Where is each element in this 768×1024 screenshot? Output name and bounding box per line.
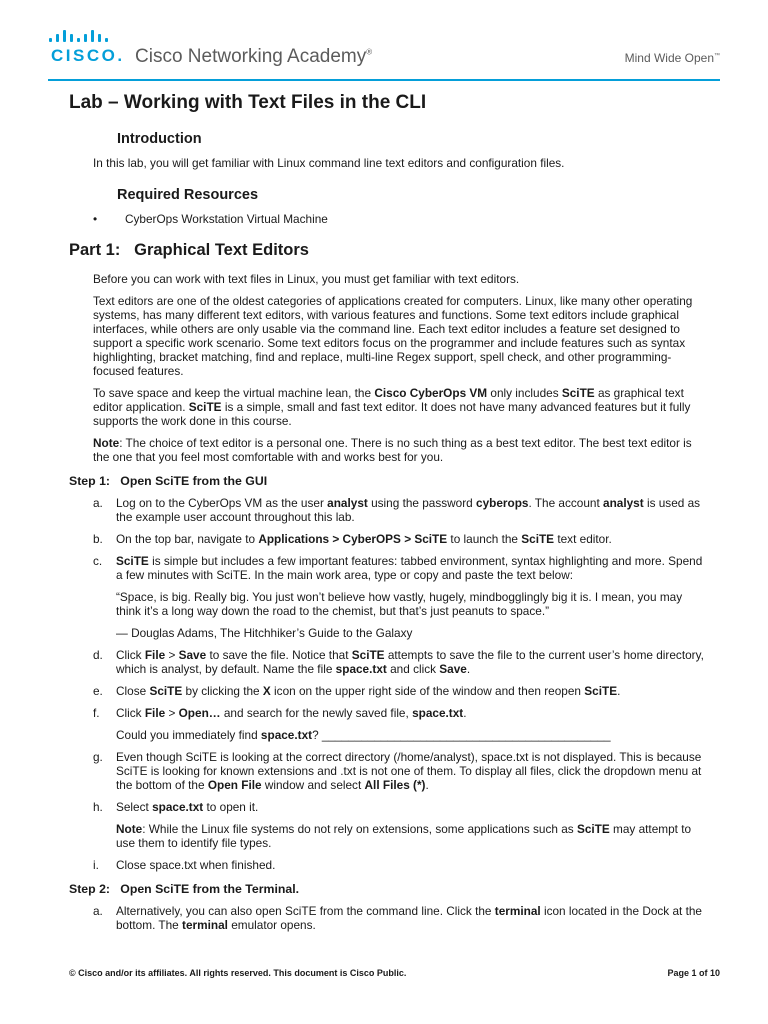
resource-item: • CyberOps Workstation Virtual Machine: [93, 212, 328, 226]
cisco-logo-wordmark: CISCO.: [51, 46, 125, 65]
page-header: [0, 0, 768, 80]
part-1-note: Note: The choice of text editor is a personal one. There is no such thing as a best text editor. The best text editor is the one that you feel most comfortable with and works best for you.: [93, 436, 692, 464]
intro-heading: Introduction: [117, 131, 202, 147]
resources-heading: Required Resources: [117, 187, 259, 203]
step-1-heading: Step 1: Open SciTE from the GUI: [69, 474, 268, 488]
cisco-bridge-logo-icon: [49, 30, 113, 42]
step-1-item-g: g. Even though SciTE is looking at the correct directory (/home/analyst), space.txt is not displayed. This is because SciTE is looking for known extensions and .txt is not one of them. To display all files, click the dropdown menu at the bottom of the Open File window and select All Files (*).: [93, 750, 702, 792]
quote-text: “Space, is big. Really big. You just won’t believe how vastly, hugely, mindbogglingly big it is. I mean, you may think it’s a long way down the road to the chemist, but that’s just peanuts to space.”: [116, 590, 683, 618]
step-1-item-b: b. On the top bar, navigate to Applications > CyberOPS > SciTE to launch the SciTE text editor.: [93, 532, 612, 546]
step-2-item-a: a. Alternatively, you can also open SciTE from the command line. Click the terminal icon located in the Dock at the bottom. The terminal emulator opens.: [93, 904, 702, 932]
step-1-item-a: a. Log on to the CyberOps VM as the user analyst using the password cyberops. The account analyst is used as the example user account throughout this lab.: [93, 496, 701, 524]
page-title: Lab – Working with Text Files in the CLI: [69, 92, 427, 113]
step-2-heading: Step 2: Open SciTE from the Terminal.: [69, 882, 300, 896]
step-1-item-e: e. Close SciTE by clicking the X icon on the upper right side of the window and then reopen SciTE.: [93, 684, 621, 698]
part-1-paragraph-2: Text editors are one of the oldest categories of applications created for computers. Linux, like many other operating systems, has many different text editors, with various features and functions. Some text editors include graphical interfaces, while others are only usable via the command line. Each text editor includes a feature set designed to support a specific work scenario. Some text editors focus on the programmer and include features such as syntax highlighting, bracket matching, find and replace, multi-line Regex support, spell check, and other programming-focused features.: [93, 294, 693, 378]
question-space-txt: Could you immediately find space.txt? ____________________________________________: [116, 728, 611, 742]
step-1-item-f: f. Click File > Open… and search for the newly saved file, space.txt.: [93, 706, 467, 720]
step-1-item-h: h. Select space.txt to open it.: [93, 800, 259, 814]
step-1-item-i: i. Close space.txt when finished.: [93, 858, 276, 872]
bullet-icon: •: [93, 212, 98, 226]
copyright-text: © Cisco and/or its affiliates. All rights reserved. This document is Cisco Public.: [69, 968, 407, 978]
part-1-paragraph-3: To save space and keep the virtual machine lean, the Cisco CyberOps VM only includes SciTE as graphical text editor application. SciTE is a simple, small and fast text editor. It does not have many advanced features but it fully supports the work done in this course.: [93, 386, 691, 428]
page-number: Page 1 of 10: [667, 968, 720, 978]
part-1-paragraph-1: Before you can work with text files in Linux, you must get familiar with text editors.: [93, 272, 520, 286]
header-divider: [48, 79, 720, 81]
step-1-note: Note: While the Linux file systems do not rely on extensions, some applications such as SciTE may attempt to use them to identify file types.: [116, 822, 692, 850]
document-body: [69, 92, 709, 940]
step-1-item-d: d. Click File > Save to save the file. Notice that SciTE attempts to save the file to the current user’s home directory, which is analyst, by default. Name the file space.txt and click Save.: [93, 648, 704, 676]
quote-attribution: — Douglas Adams, The Hitchhiker’s Guide to the Galaxy: [116, 626, 413, 640]
tagline: Mind Wide Open™: [624, 51, 720, 65]
academy-name: Cisco Networking Academy®: [135, 46, 373, 67]
intro-text: In this lab, you will get familiar with Linux command line text editors and configuration files.: [93, 156, 565, 170]
step-1-item-c: c. SciTE is simple but includes a few important features: tabbed environment, syntax highlighting and more. Spend a few minutes with SciTE. In the main work area, type or copy and paste the text below:: [93, 554, 703, 582]
part-1-heading: Part 1: Graphical Text Editors: [69, 241, 309, 259]
page-footer: [69, 968, 720, 978]
